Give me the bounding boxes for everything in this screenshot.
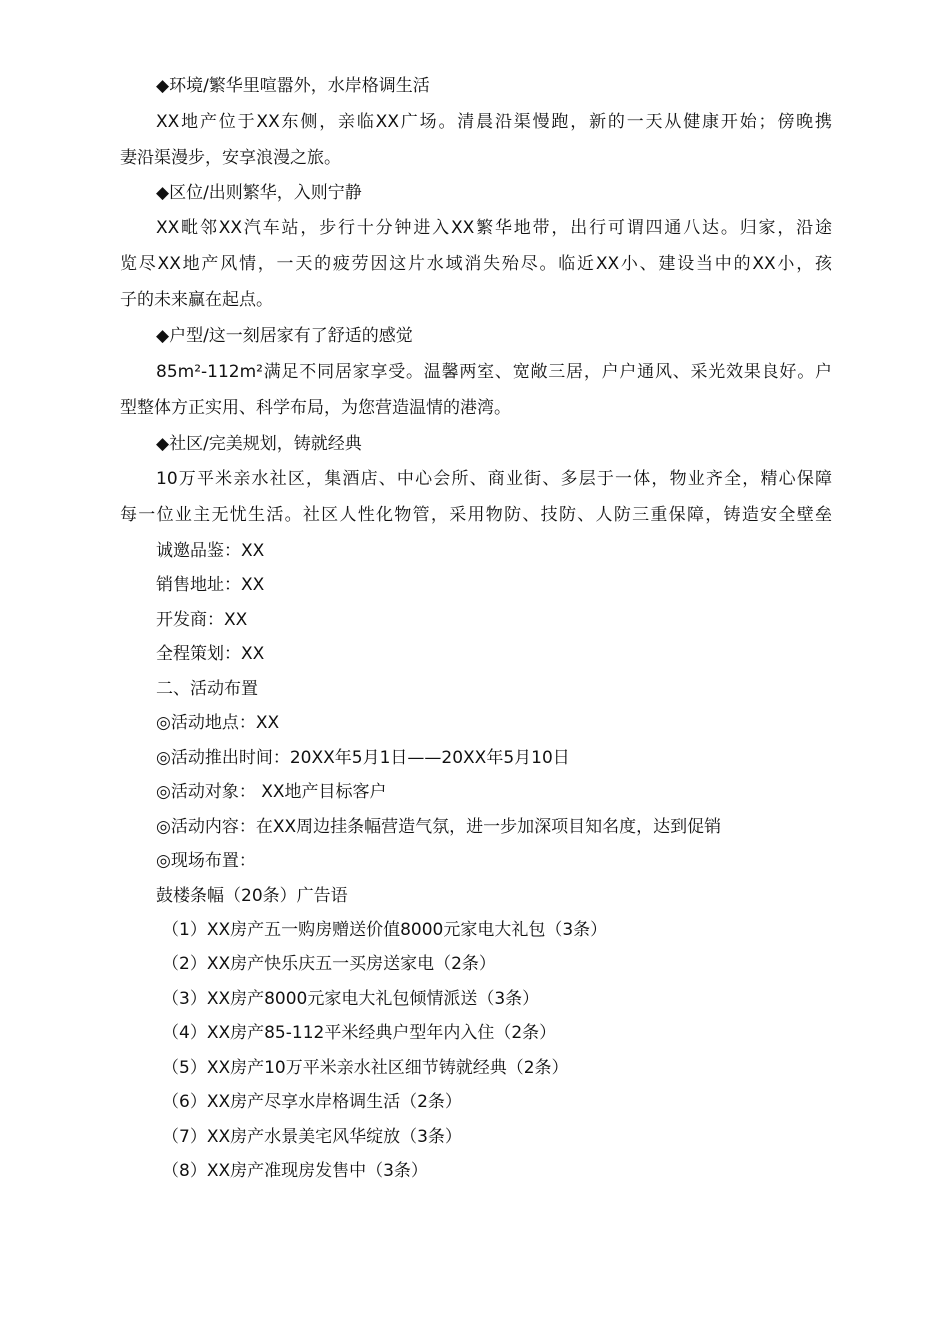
paragraph-line: 10万平米亲水社区，集酒店、中心会所、商业街、多层于一体，物业齐全，精心保障 bbox=[156, 469, 832, 489]
info-planning: 全程策划：XX bbox=[156, 644, 265, 664]
activity-content: ◎活动内容：在XX周边挂条幅营造气氛，进一步加深项目知名度，达到促销 bbox=[156, 817, 722, 837]
section-heading-environment: ◆环境/繁华里喧嚣外，水岸格调生活 bbox=[156, 76, 430, 96]
banner-item: （4）XX房产85-112平米经典户型年内入住（2条） bbox=[162, 1023, 557, 1043]
activity-location: ◎活动地点：XX bbox=[156, 713, 280, 733]
paragraph-line: 妻沿渠漫步，安享浪漫之旅。 bbox=[120, 148, 341, 168]
paragraph-line: XX地产位于XX东侧，亲临XX广场。清晨沿渠慢跑，新的一天从健康开始；傍晚携 bbox=[156, 112, 832, 132]
paragraph-line: 每一位业主无忧生活。社区人性化物管，采用物防、技防、人防三重保障，铸造安全壁垒 bbox=[120, 505, 832, 525]
banner-item: （2）XX房产快乐庆五一买房送家电（2条） bbox=[162, 954, 496, 974]
banner-item: （8）XX房产准现房发售中（3条） bbox=[162, 1161, 428, 1181]
banner-title: 鼓楼条幅（20条）广告语 bbox=[156, 886, 348, 906]
paragraph-line: 览尽XX地产风情，一天的疲劳因这片水域消失殆尽。临近XX小、建设当中的XX小，孩 bbox=[120, 254, 832, 274]
banner-item: （7）XX房产水景美宅风华绽放（3条） bbox=[162, 1127, 462, 1147]
banner-item: （3）XX房产8000元家电大礼包倾情派送（3条） bbox=[162, 989, 540, 1009]
section-heading-community: ◆社区/完美规划，铸就经典 bbox=[156, 434, 362, 454]
section-heading-location: ◆区位/出则繁华，入则宁静 bbox=[156, 183, 362, 203]
info-invite: 诚邀品鉴：XX bbox=[156, 541, 265, 561]
paragraph-line: XX毗邻XX汽车站，步行十分钟进入XX繁华地带，出行可谓四通八达。归家，沿途 bbox=[156, 218, 832, 238]
paragraph-line: 85m²-112m²满足不同居家享受。温馨两室、宽敞三居，户户通风、采光效果良好。户 bbox=[156, 362, 832, 382]
info-sales-address: 销售地址：XX bbox=[156, 575, 265, 595]
activity-title: 二、活动布置 bbox=[156, 679, 258, 699]
activity-audience: ◎活动对象： XX地产目标客户 bbox=[156, 782, 387, 802]
banner-item: （1）XX房产五一购房赠送价值8000元家电大礼包（3条） bbox=[162, 920, 608, 940]
info-developer: 开发商：XX bbox=[156, 610, 248, 630]
activity-site-setup: ◎现场布置： bbox=[156, 851, 256, 871]
banner-item: （6）XX房产尽享水岸格调生活（2条） bbox=[162, 1092, 462, 1112]
paragraph-line: 型整体方正实用、科学布局，为您营造温情的港湾。 bbox=[120, 398, 511, 418]
banner-item: （5）XX房产10万平米亲水社区细节铸就经典（2条） bbox=[162, 1058, 569, 1078]
section-heading-unit: ◆户型/这一刻居家有了舒适的感觉 bbox=[156, 326, 413, 346]
activity-time: ◎活动推出时间：20XX年5月1日——20XX年5月10日 bbox=[156, 748, 570, 768]
paragraph-line: 子的未来赢在起点。 bbox=[120, 290, 273, 310]
